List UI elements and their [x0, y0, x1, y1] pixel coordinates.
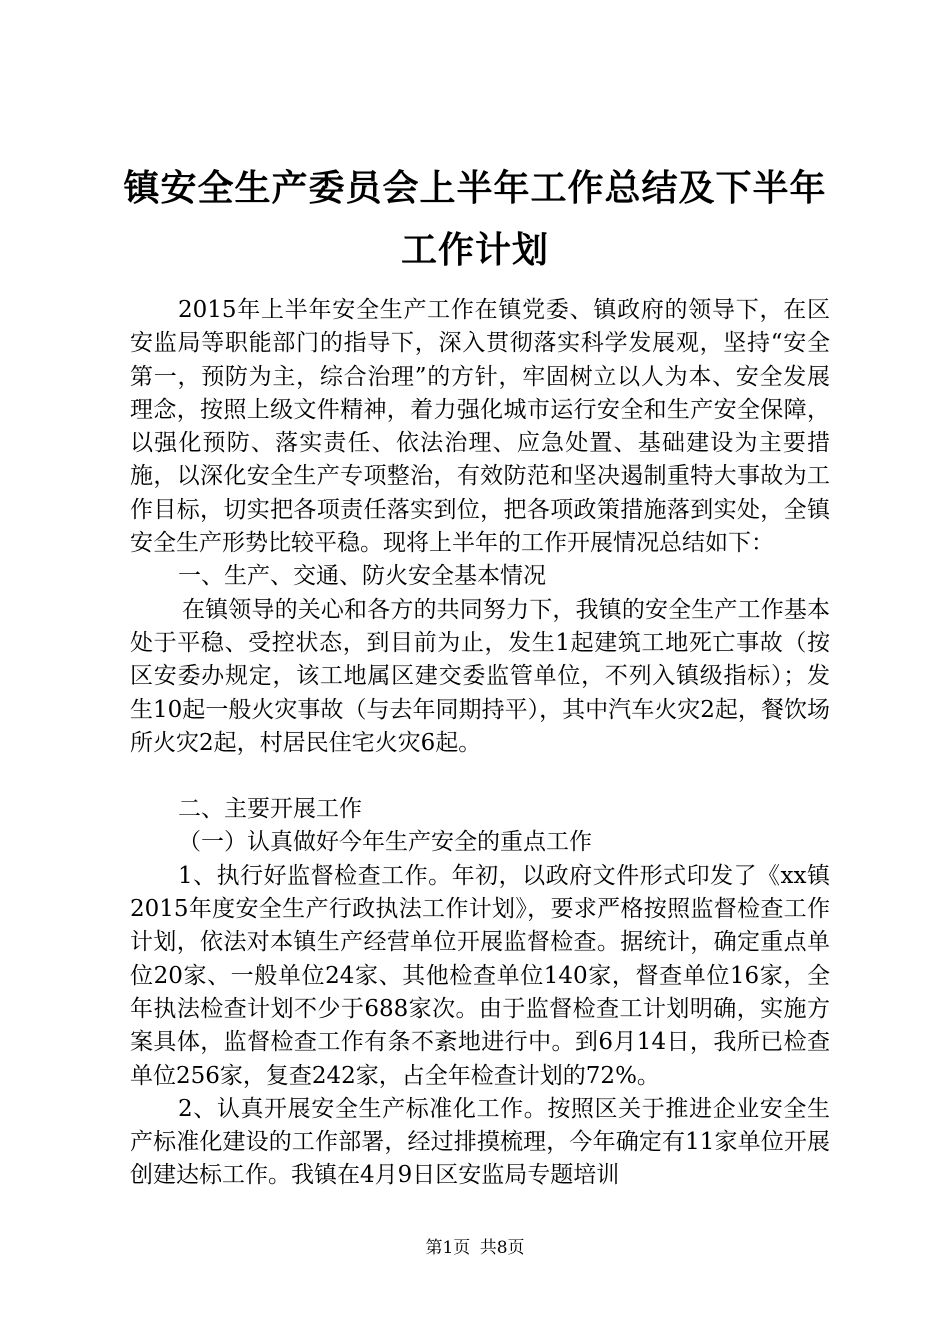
- document-title: 镇安全生产委员会上半年工作总结及下半年工作计划: [123, 168, 827, 271]
- item-1-paragraph: 1、执行好监督检查工作。年初，以政府文件形式印发了《xx镇2015年度安全生产行政执法工作计划》，要求严格按照监督检查工作计划，依法对本镇生产经营单位开展监督检查。据统计，确定重点单位20家、一般单位24家、其他检查单位140家，督查单位16家，全年执法检查计划不少于688家次。由于监督检查工计划明确，实施方案具体，监督检查工作有条不紊地进行中。到6月14日，我所已检查单位256家，复查242家，占全年检查计划的72%。: [130, 862, 830, 1089]
- document-body: [130, 294, 830, 1193]
- item-2-paragraph: 2、认真开展安全生产标准化工作。按照区关于推进企业安全生产标准化建设的工作部署，经过排摸梳理，今年确定有11家单位开展创建达标工作。我镇在4月9日区安监局专题培训: [130, 1095, 830, 1189]
- page-footer: [0, 1236, 950, 1260]
- section-heading-2: 二、主要开展工作: [178, 796, 362, 823]
- intro-paragraph: 2015年上半年安全生产工作在镇党委、镇政府的领导下，在区安监局等职能部门的指导下，深入贯彻落实科学发展观，坚持“安全第一，预防为主，综合治理”的方针，牢固树立以人为本、安全发展理念，按照上级文件精神，着力强化城市运行安全和生产安全保障，以强化预防、落实责任、依法治理、应急处置、基础建设为主要措施，以深化安全生产专项整治，有效防范和坚决遏制重特大事故为工作目标，切实把各项责任落实到位，把各项政策措施落到实处，全镇安全生产形势比较平稳。现将上半年的工作开展情况总结如下：: [130, 297, 830, 557]
- page-number: 第1页: [425, 1238, 471, 1258]
- section-1-paragraph: 在镇领导的关心和各方的共同努力下，我镇的安全生产工作基本处于平稳、受控状态，到目前为止，发生1起建筑工地死亡事故（按区安委办规定，该工地属区建交委监管单位，不列入镇级指标）；发生10起一般火灾事故（与去年同期持平），其中汽车火灾2起，餐饮场所火灾2起，村居民住宅火灾6起。: [130, 596, 830, 756]
- subsection-heading-1: （一）认真做好今年生产安全的重点工作: [178, 829, 592, 856]
- page-total: 共8页: [479, 1238, 525, 1258]
- paragraph-spacer: [130, 760, 830, 793]
- section-heading-1: 一、生产、交通、防火安全基本情况: [178, 563, 546, 590]
